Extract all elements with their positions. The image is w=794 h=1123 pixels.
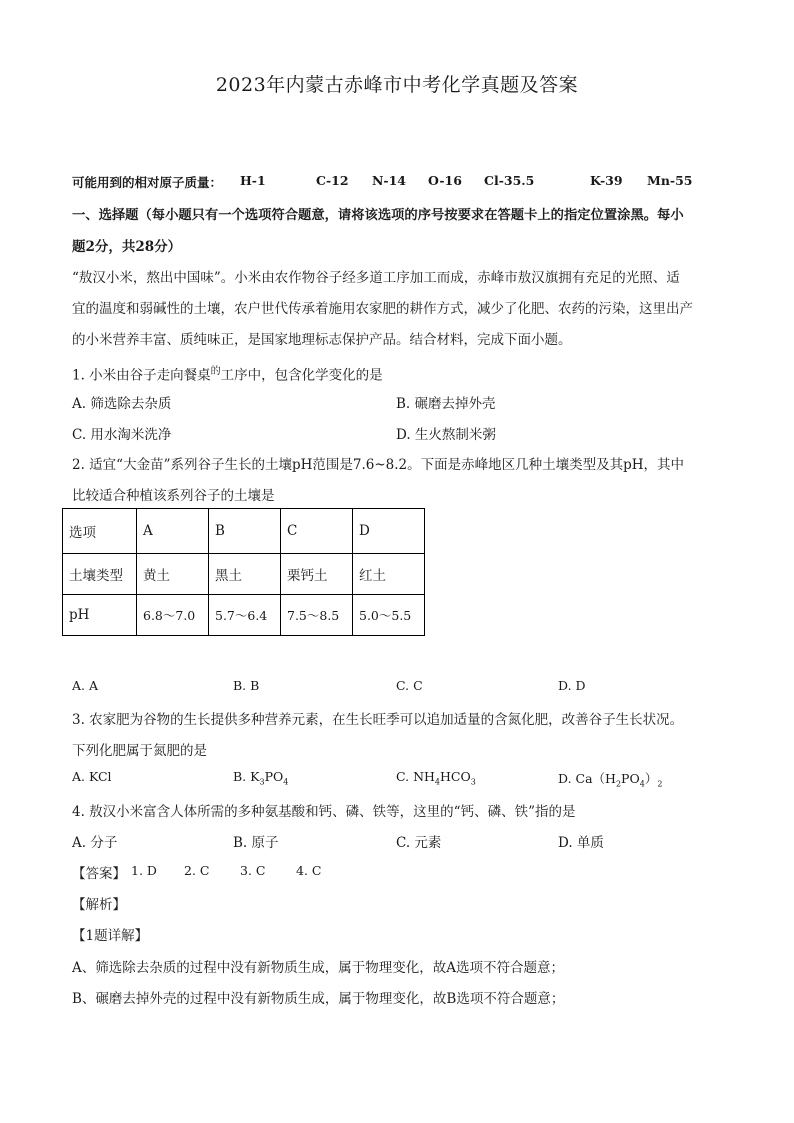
- question-3-line1: 3. 农家肥为谷物的生长提供多种营养元素，在生长旺季可以追加适量的含氮化肥，改善谷子生长状况。: [72, 712, 684, 728]
- table-cell: 红土: [353, 554, 425, 595]
- atomic-mass-o: O-16: [428, 173, 462, 188]
- atomic-mass-mn: Mn-55: [647, 173, 693, 188]
- q3-option-d: D. $Ca(H_2PO_4)_2$: [558, 771, 663, 789]
- atomic-mass-k: K-39: [590, 173, 623, 188]
- intro-line: 的小米营养丰富、质纯味正，是国家地理标志保护产品。结合材料，完成下面小题。: [72, 332, 572, 348]
- q3-option-a: A. KCl: [72, 769, 112, 784]
- q2-option-c: C. C: [396, 678, 423, 693]
- question-2-line1: 2. 适宜“大金苗”系列谷子生长的土壤pH范围是7.6~8.2。下面是赤峰地区几种土壤类型及其pH，其中: [72, 457, 685, 473]
- table-cell: A: [137, 509, 209, 554]
- detail-line: B、碾磨去掉外壳的过程中没有新物质生成，属于物理变化，故B选项不符合题意；: [72, 991, 565, 1007]
- table-cell: 5.0～5.5: [353, 595, 425, 636]
- table-cell: D: [353, 509, 425, 554]
- table-row: [63, 509, 425, 554]
- answer-item: 4. C: [296, 863, 322, 878]
- section-heading-line1: 一、选择题（每小题只有一个选项符合题意，请将该选项的序号按要求在答题卡上的指定位置涂黑。每小: [72, 208, 684, 223]
- answer-label: 【答案】: [72, 866, 126, 882]
- table-cell: 土壤类型: [63, 554, 137, 595]
- page-title: 2023年内蒙古赤峰市中考化学真题及答案: [215, 74, 579, 96]
- table-row: [63, 554, 425, 595]
- soil-ph-table: [62, 508, 425, 636]
- question-3-line2: 下列化肥属于氮肥的是: [72, 743, 207, 759]
- q4-option-d: D. 单质: [558, 835, 604, 851]
- section-heading-line2: 题2分，共28分）: [72, 239, 182, 255]
- atomic-mass-h: H-1: [240, 173, 266, 188]
- q4-option-c: C. 元素: [396, 835, 442, 851]
- table-cell: 7.5～8.5: [281, 595, 353, 636]
- q3-option-b: B. $K_3PO_4$: [233, 769, 289, 787]
- answer-item: 2. C: [184, 863, 210, 878]
- table-cell: pH: [63, 595, 137, 636]
- question-1-stem: 1. 小米由谷子走向餐桌$^的$工序中，包含化学变化的是: [72, 366, 383, 384]
- answer-item: 3. C: [240, 863, 266, 878]
- table-cell: 6.8～7.0: [137, 595, 209, 636]
- detail-line: A、筛选除去杂质的过程中没有新物质生成，属于物理变化，故A选项不符合题意；: [72, 960, 564, 976]
- q1-option-c: C. 用水淘米洗净: [72, 427, 172, 443]
- q2-option-d: D. D: [558, 678, 586, 693]
- table-cell: 栗钙土: [281, 554, 353, 595]
- table-row: [63, 595, 425, 636]
- q4-option-b: B. 原子: [233, 835, 279, 851]
- question-4-stem: 4. 敖汉小米富含人体所需的多种氨基酸和钙、磷、铁等，这里的“钙、磷、铁”指的是: [72, 804, 576, 820]
- q1-option-a: A. 筛选除去杂质: [72, 396, 172, 412]
- intro-line: 宜的温度和弱碱性的土壤，农户世代传承着施用农家肥的耕作方式，减少了化肥、农药的污染，这里出产: [72, 301, 693, 317]
- detail-label: 【1题详解】: [72, 928, 149, 944]
- q1-option-b: B. 碾磨去掉外壳: [396, 396, 496, 412]
- table-cell: B: [209, 509, 281, 554]
- atomic-mass-label: 可能用到的相对原子质量：: [72, 175, 223, 190]
- intro-line: “敖汉小米，熬出中国味”。小米由农作物谷子经多道工序加工而成，赤峰市敖汉旗拥有充足的光照、适: [72, 270, 680, 286]
- table-cell: 黄土: [137, 554, 209, 595]
- table-cell: C: [281, 509, 353, 554]
- q2-option-a: A. A: [72, 678, 99, 693]
- q3-option-c: C. $NH_4HCO_3$: [396, 769, 476, 787]
- table-cell: 5.7～6.4: [209, 595, 281, 636]
- table-cell: 黑土: [209, 554, 281, 595]
- atomic-mass-cl: Cl-35.5: [484, 173, 535, 188]
- q1-option-d: D. 生火熬制米粥: [396, 427, 496, 443]
- atomic-mass-c: C-12: [316, 173, 349, 188]
- q2-option-b: B. B: [233, 678, 260, 693]
- question-2-line2: 比较适合种植该系列谷子的土壤是: [72, 488, 275, 504]
- atomic-mass-n: N-14: [372, 173, 407, 188]
- analysis-label: 【解析】: [72, 897, 126, 913]
- table-cell: 选项: [63, 509, 137, 554]
- answer-item: 1. D: [131, 863, 157, 878]
- q4-option-a: A. 分子: [72, 835, 118, 851]
